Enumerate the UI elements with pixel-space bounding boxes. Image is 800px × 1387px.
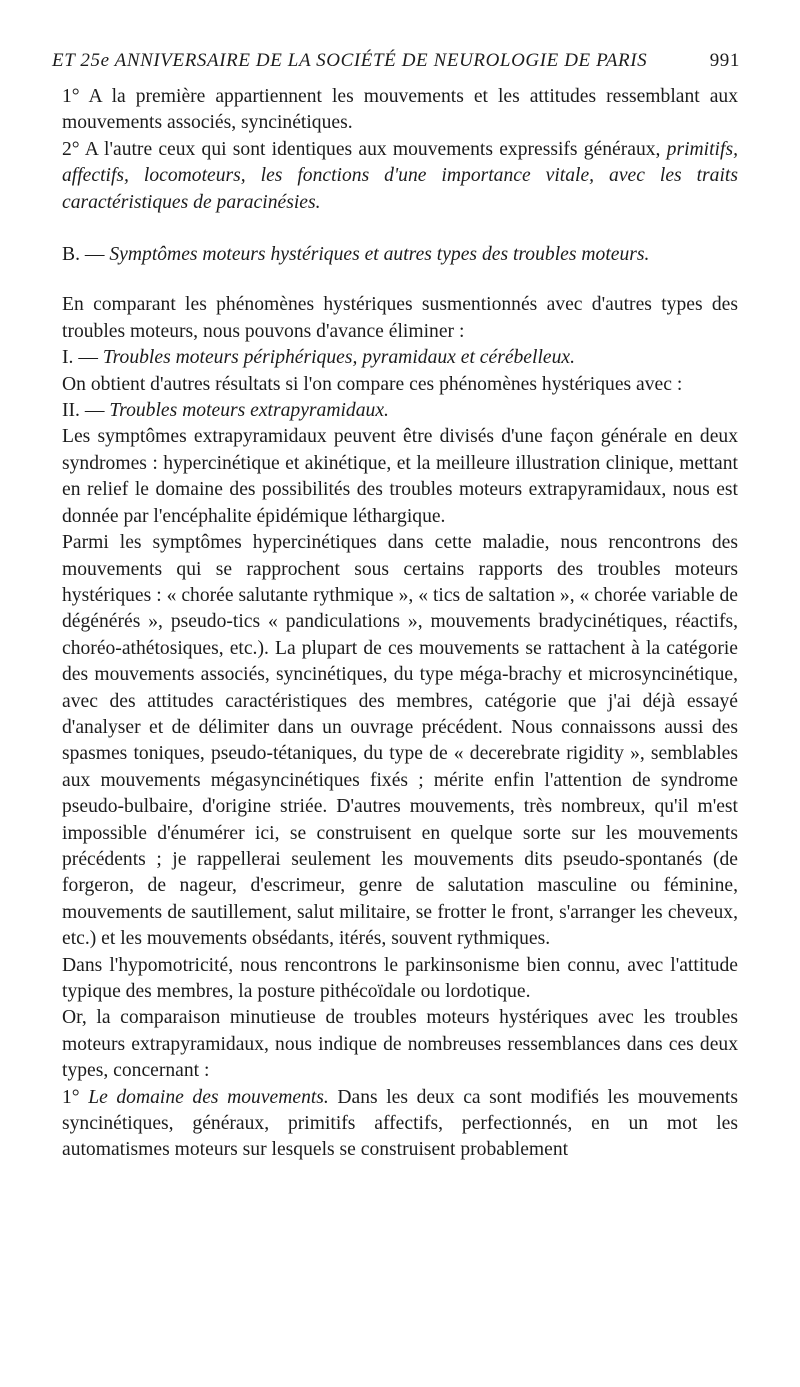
paragraph-9-italic: Le domaine des mouvements. xyxy=(88,1086,329,1108)
item-2-label: II. — xyxy=(62,400,105,422)
page-header xyxy=(52,50,740,72)
paragraph-4: On obtient d'autres résultats si l'on compare ces phénomènes hystériques avec : xyxy=(62,373,683,395)
paragraph-9 xyxy=(62,1085,738,1164)
paragraph-5: Les symptômes extrapyramidaux peuvent être divisés d'une façon générale en deux syndromes : hypercinétique et akinétique, et la meilleure illustration clinique, mettant en relief le domaine des possibilités des troubles moteurs extrapyramidaux, nous est donnée par l'encéphalite épidémique léthargique. xyxy=(62,426,738,527)
section-b-label: B. — xyxy=(62,244,105,266)
paragraph-3: En comparant les phénomènes hystériques susmentionnés avec d'autres types des troubles moteurs, nous pouvons d'avance éliminer : xyxy=(62,294,738,342)
paragraph-9-text: Dans les deux ca sont modifiés les mouvements syncinétiques, généraux, primitifs affectifs, perfectionnés, en un mot les automatismes moteurs sur lesquels se construisent probablement xyxy=(62,1086,738,1161)
body-text xyxy=(62,84,738,1164)
paragraph-8: Or, la comparaison minutieuse de troubles moteurs hystériques avec les troubles moteurs extrapyramidaux, nous indique de nombreuses ressemblances dans ces deux types, concernant : xyxy=(62,1007,738,1082)
paragraph-2-italic: primitifs, affectifs, locomoteurs, les fonctions d'une importance vitale, avec les traits caractéristiques de paracinésies. xyxy=(62,138,738,213)
item-1-heading xyxy=(62,345,738,371)
item-2-heading xyxy=(62,398,738,424)
section-b-title: Symptômes moteurs hystériques et autres types des troubles moteurs. xyxy=(109,244,650,266)
paragraph-1: 1° A la première appartiennent les mouvements et les attitudes ressemblant aux mouvements associés, syncinétiques. xyxy=(62,86,738,134)
item-1-title: Troubles moteurs périphériques, pyramidaux et cérébelleux. xyxy=(102,347,575,369)
item-2-title: Troubles moteurs extrapyramidaux. xyxy=(109,400,389,422)
paragraph-9-number: 1° xyxy=(62,1086,80,1108)
paragraph-7: Dans l'hypomotricité, nous rencontrons le parkinsonisme bien connu, avec l'attitude typique des membres, la posture pithécoïdale ou lordotique. xyxy=(62,954,738,1002)
paragraph-2-text: 2° A l'autre ceux qui sont identiques aux mouvements expressifs généraux, xyxy=(62,138,661,160)
page-number: 991 xyxy=(709,50,740,71)
paragraph-6: Parmi les symptômes hypercinétiques dans cette maladie, nous rencontrons des mouvements qui se rapprochent sous certains rapports des troubles moteurs hystériques : « chorée salutante rythmique », « tics de saltation », « chorée variable de dégénérés », pseudo-tics « pandiculations », mouvements bradycinétiques, réactifs, choréo-athétosiques, etc.). La plupart de ces mouvements se rattachent à la catégorie des mouvements associés, syncinétiques, du type méga-brachy et microsyncinétique, avec des attitudes caractéristiques des membres, catégorie que j'ai déjà essayé d'analyser et de délimiter dans un ouvrage précédent. Nous connaissons aussi des spasmes toniques, pseudo-tétaniques, du type de « decerebrate rigidity », semblables aux mouvements mégasyncinétiques fixés ; mérite enfin l'attention de syndrome pseudo-bulbaire, d'origine striée. D'autres mouvements, très nombreux, qu'il m'est impossible d'énumérer ici, se construisent en quelque sorte sur les mouvements précédents ; je rappellerai seulement les mouvements dits pseudo-spontanés (de forgeron, de nageur, d'escrimeur, genre de salutation masculine ou féminine, mouvements de sautillement, salut militaire, se frotter le front, s'arranger les cheveux, etc.) et les mouvements obsédants, itérés, souvent rythmiques. xyxy=(62,532,738,950)
item-1-label: I. — xyxy=(62,347,98,369)
paragraph-2 xyxy=(62,137,738,216)
section-b-heading xyxy=(62,242,738,268)
running-title: ET 25e ANNIVERSAIRE DE LA SOCIÉTÉ DE NEUROLOGIE DE PARIS xyxy=(52,50,648,71)
